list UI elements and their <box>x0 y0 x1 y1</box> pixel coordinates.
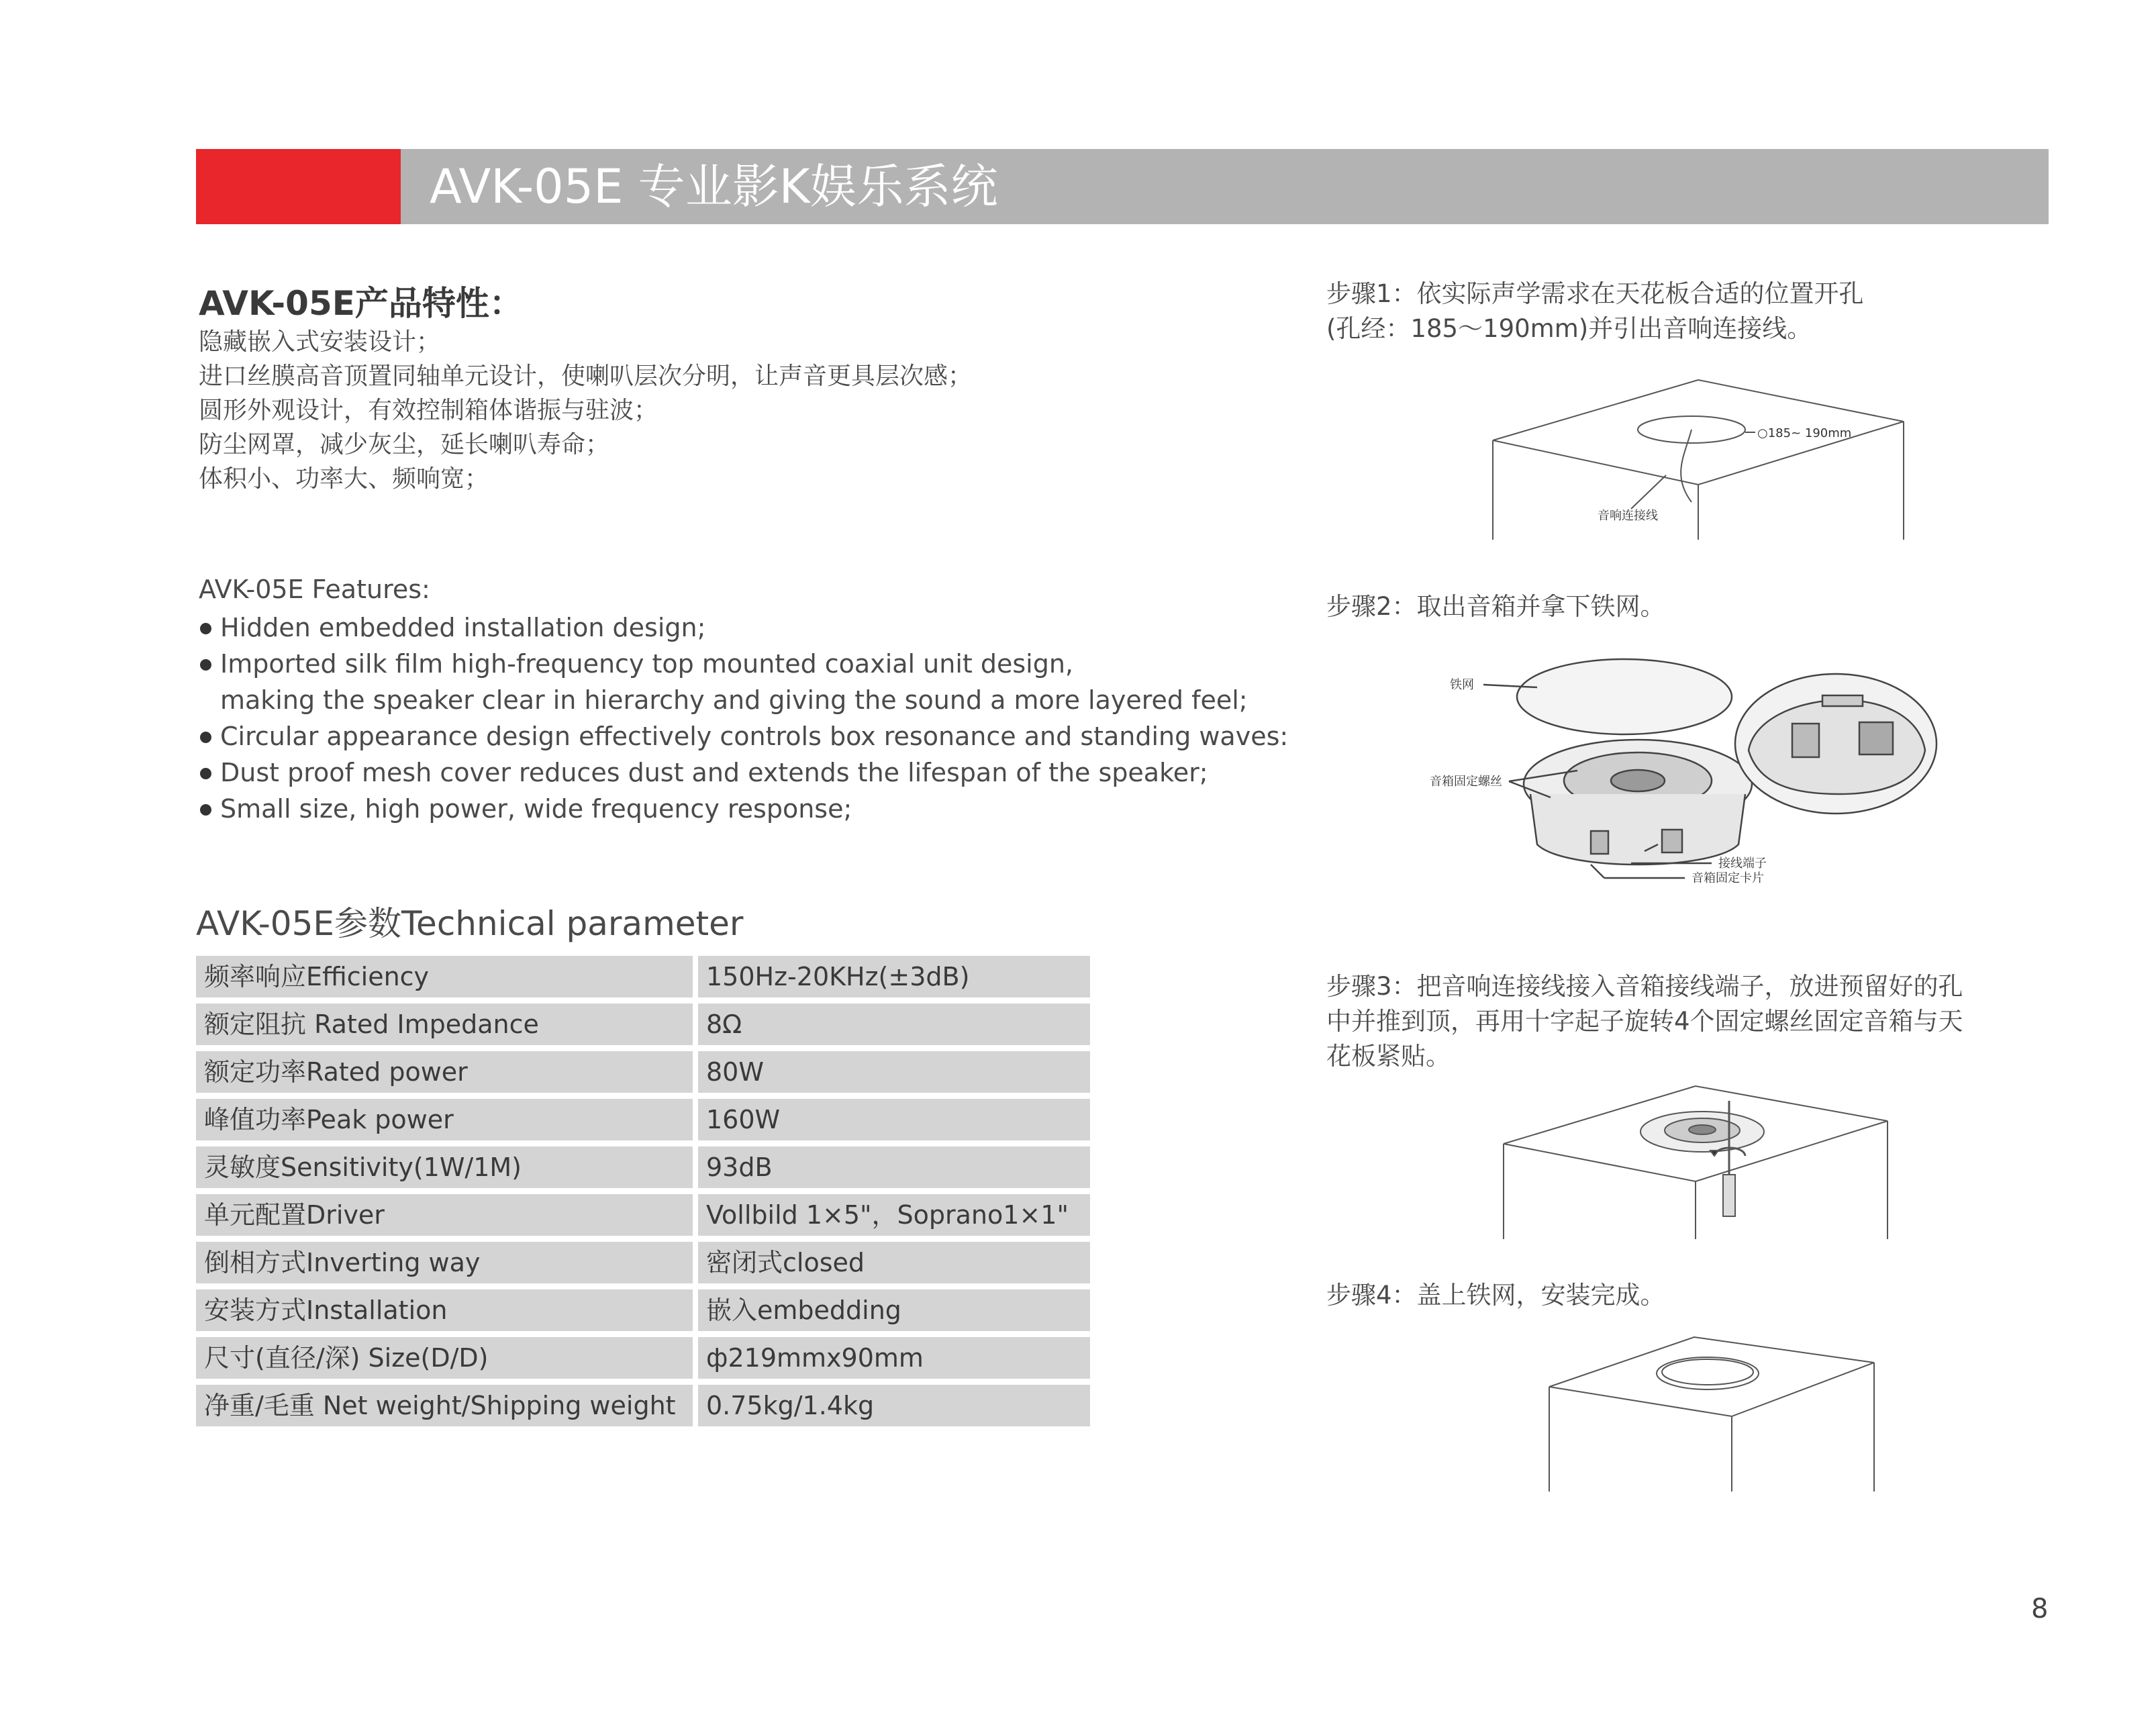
features-cn-item: 圆形外观设计，有效控制箱体谐振与驻波； <box>199 397 658 424</box>
features-en-item-continuation: making the speaker clear in hierarchy and giving the sound a more layered feel; <box>220 685 1248 715</box>
table-row <box>196 1004 1090 1045</box>
dimension-label: ○185~ 190mm <box>1757 426 1852 440</box>
param-value: 160W <box>698 1099 1090 1140</box>
features-en-item <box>199 609 1288 646</box>
param-value: 嵌入embedding <box>698 1289 1090 1331</box>
param-label: 净重/毛重 Net weight/Shipping weight <box>196 1385 693 1426</box>
features-cn-title: AVK-05E产品特性： <box>199 284 523 323</box>
screw-label: 音箱固定螺丝 <box>1430 775 1502 789</box>
param-label: 倒相方式Inverting way <box>196 1242 693 1283</box>
header-accent-block <box>196 149 401 224</box>
param-label: 尺寸(直径/深) Size(D/D) <box>196 1337 693 1379</box>
table-row <box>196 1051 1090 1093</box>
features-en-item <box>199 646 1288 682</box>
table-row <box>196 1385 1090 1426</box>
table-row <box>196 1146 1090 1188</box>
features-en-item-text: Small size, high power, wide frequency response; <box>220 794 852 824</box>
clip-label: 音箱固定卡片 <box>1692 871 1764 885</box>
param-value: 密闭式closed <box>698 1242 1090 1283</box>
bullet-icon <box>200 659 211 671</box>
param-label: 额定阻抗 Rated Impedance <box>196 1004 693 1045</box>
table-row <box>196 1099 1090 1140</box>
params-table <box>196 956 1090 1432</box>
params-title: AVK-05E参数Technical parameter <box>196 904 744 943</box>
param-value: 80W <box>698 1051 1090 1093</box>
features-cn-item: 体积小、功率大、频响宽； <box>199 465 489 493</box>
features-en-title: AVK-05E Features: <box>199 575 430 604</box>
step1-text <box>1326 277 1864 346</box>
features-cn-item: 进口丝膜高音顶置同轴单元设计，使喇叭层次分明，让声音更具层次感； <box>199 362 973 390</box>
bullet-icon <box>200 732 211 743</box>
step2-line: 步骤2：取出音箱并拿下铁网。 <box>1326 592 1665 621</box>
step1-diagram <box>1490 375 1906 542</box>
features-en-item-text: Dust proof mesh cover reduces dust and extends the lifespan of the speaker; <box>220 758 1208 787</box>
param-value: 8Ω <box>698 1004 1090 1045</box>
step3-line: 步骤3：把音响连接线接入音箱接线端子，放进预留好的孔 <box>1326 972 1963 1001</box>
param-label: 单元配置Driver <box>196 1194 693 1236</box>
step3-line: 中并推到顶，再用十字起子旋转4个固定螺丝固定音箱与天 <box>1326 1007 1963 1036</box>
features-en-item <box>199 754 1288 791</box>
param-label: 峰值功率Peak power <box>196 1099 693 1140</box>
bullet-icon <box>200 804 211 816</box>
param-value: Vollbild 1×5"，Soprano1×1" <box>698 1194 1090 1236</box>
features-en-item-text: Hidden embedded installation design; <box>220 613 706 642</box>
features-cn-item: 隐藏嵌入式安装设计； <box>199 328 441 356</box>
features-en-item-text: Imported silk film high-frequency top mounted coaxial unit design, <box>220 649 1074 679</box>
param-label: 安装方式Installation <box>196 1289 693 1331</box>
bullet-icon <box>200 768 211 779</box>
step4-text <box>1326 1278 1665 1313</box>
param-label: 额定功率Rated power <box>196 1051 693 1093</box>
features-cn-list <box>199 325 972 496</box>
param-label: 频率响应Efficiency <box>196 956 693 997</box>
step2-diagram <box>1430 650 1940 898</box>
step1-line: 步骤1：依实际声学需求在天花板合适的位置开孔 <box>1326 279 1864 308</box>
param-value: 93dB <box>698 1146 1090 1188</box>
step4-line: 步骤4：盖上铁网，安装完成。 <box>1326 1281 1665 1310</box>
param-value: 0.75kg/1.4kg <box>698 1385 1090 1426</box>
step4-diagram <box>1547 1333 1878 1494</box>
step3-diagram <box>1501 1081 1890 1242</box>
step3-line: 花板紧贴。 <box>1326 1042 1451 1071</box>
wire-label: 音响连接线 <box>1598 509 1658 523</box>
features-en-list <box>199 609 1288 827</box>
param-value: 150Hz-20KHz(±3dB) <box>698 956 1090 997</box>
features-en-item-text: Circular appearance design effectively controls box resonance and standing waves: <box>220 722 1289 751</box>
step1-line: (孔经：185～190mm)并引出音响连接线。 <box>1326 314 1812 343</box>
step2-text <box>1326 589 1665 624</box>
table-row <box>196 1337 1090 1379</box>
terminal-label: 接线端子 <box>1718 857 1767 871</box>
table-row <box>196 1194 1090 1236</box>
param-value: ф219mmx90mm <box>698 1337 1090 1379</box>
step3-text <box>1326 969 1963 1074</box>
table-row <box>196 956 1090 997</box>
features-en-item <box>199 791 1288 827</box>
table-row <box>196 1242 1090 1283</box>
bullet-icon <box>200 623 211 634</box>
param-label: 灵敏度Sensitivity(1W/1M) <box>196 1146 693 1188</box>
mesh-label: 铁网 <box>1450 678 1474 692</box>
table-row <box>196 1289 1090 1331</box>
page-title: AVK-05E 专业影K娱乐系统 <box>430 159 998 214</box>
features-en-item <box>199 718 1288 754</box>
page-number: 8 <box>2031 1594 2049 1624</box>
features-cn-item: 防尘网罩，减少灰尘，延长喇叭寿命； <box>199 431 610 458</box>
